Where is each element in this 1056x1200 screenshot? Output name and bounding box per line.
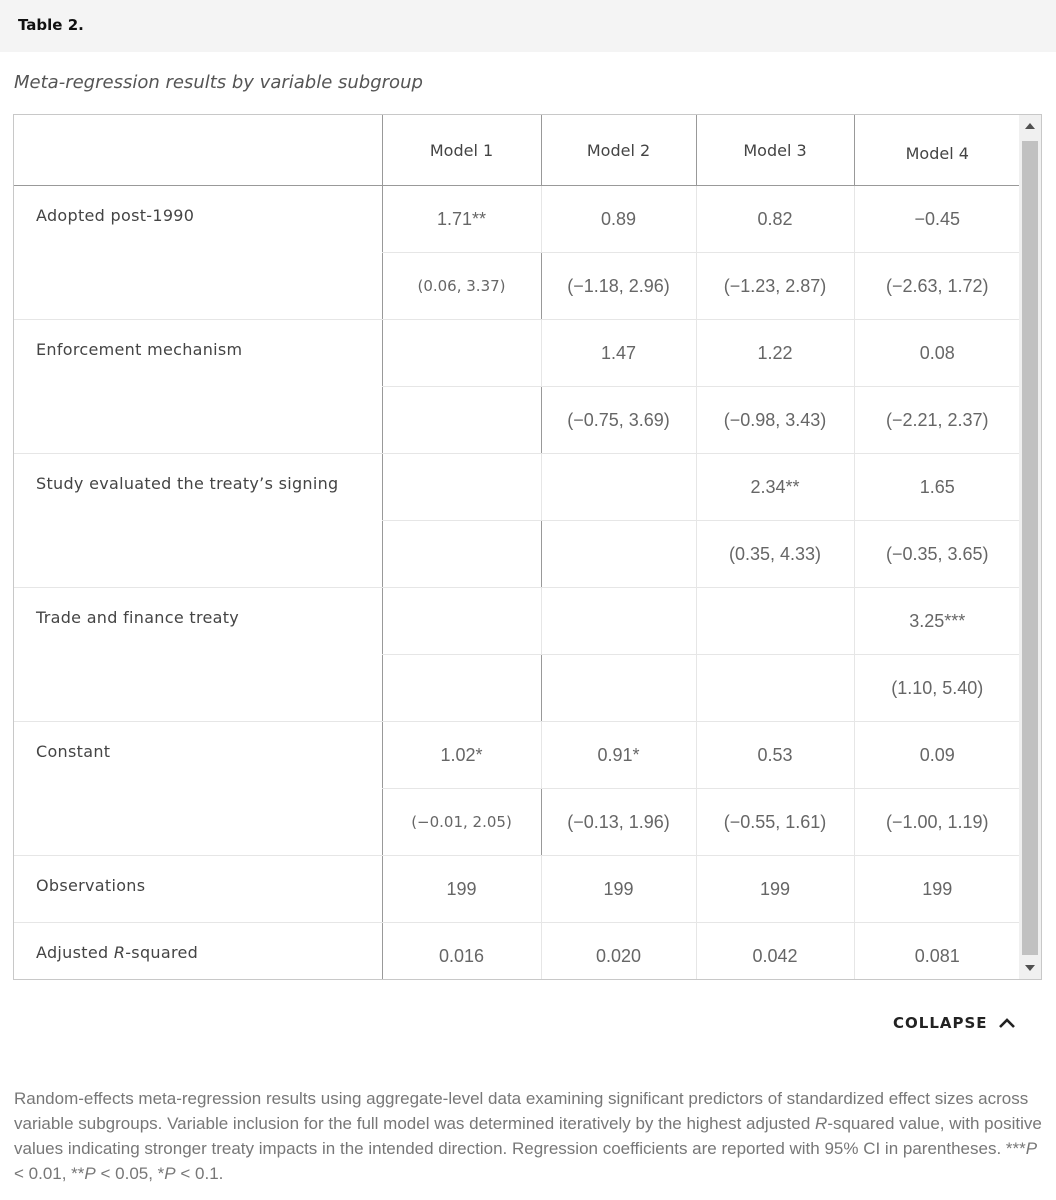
header-blank-cell [14, 115, 382, 186]
coef-cell [382, 588, 541, 655]
value-cell: 199 [382, 856, 541, 923]
coef-cell [382, 454, 541, 521]
column-header-model-1: Model 1 [382, 115, 541, 186]
row-label-enforcement-mechanism: Enforcement mechanism [14, 320, 382, 454]
ci-cell [541, 521, 696, 588]
coef-cell: 0.09 [854, 722, 1020, 789]
table-row [14, 320, 1020, 387]
chevron-up-icon [998, 1017, 1016, 1029]
footnote-threshold: < 0.05, * [95, 1164, 165, 1183]
table-header-bar [0, 0, 1056, 52]
value-cell: 0.042 [696, 923, 854, 981]
table-footnote [14, 1086, 1044, 1186]
table-row [14, 588, 1020, 655]
scrollbar-thumb[interactable] [1022, 141, 1038, 955]
table-row [14, 856, 1020, 923]
row-label-study-evaluated-signing: Study evaluated the treaty’s signing [14, 454, 382, 588]
coef-cell: 1.22 [696, 320, 854, 387]
footnote-r: R [815, 1114, 828, 1133]
regression-table [14, 115, 1020, 980]
value-cell: 199 [854, 856, 1020, 923]
value-cell: 0.016 [382, 923, 541, 981]
ci-cell [382, 655, 541, 722]
footnote-p: P [84, 1164, 96, 1183]
column-header-model-3: Model 3 [696, 115, 854, 186]
footnote-threshold: < 0.1. [175, 1164, 224, 1183]
table-header-row [14, 115, 1020, 186]
coef-cell: 3.25*** [854, 588, 1020, 655]
coef-cell: 1.71** [382, 186, 541, 253]
table-row [14, 186, 1020, 253]
table-row [14, 454, 1020, 521]
ci-cell [696, 655, 854, 722]
footnote-text-2: -squared value, with positive values indicating stronger treaty impacts in the intended direction. Regression coefficients are reported with 95% CI in parentheses. *** [14, 1114, 1042, 1158]
coef-cell: −0.45 [854, 186, 1020, 253]
coef-cell: 0.53 [696, 722, 854, 789]
ci-cell [382, 521, 541, 588]
coef-cell: 0.91* [541, 722, 696, 789]
ci-cell: (−0.75, 3.69) [541, 387, 696, 454]
coef-cell [541, 588, 696, 655]
coef-cell [541, 454, 696, 521]
table-caption: Meta-regression results by variable subgroup [14, 72, 423, 93]
coef-cell: 0.89 [541, 186, 696, 253]
row-label-observations: Observations [14, 856, 382, 923]
footnote-threshold: < 0.01, ** [14, 1164, 85, 1183]
collapse-button[interactable] [893, 1014, 1016, 1032]
label-prefix: Adjusted [36, 943, 114, 962]
row-label-trade-finance-treaty: Trade and finance treaty [14, 588, 382, 722]
table-row [14, 722, 1020, 789]
ci-cell: (−0.35, 3.65) [854, 521, 1020, 588]
coef-cell: 1.02* [382, 722, 541, 789]
value-cell: 199 [541, 856, 696, 923]
column-header-model-4: Model 4 [854, 115, 1020, 186]
footnote-p: P [164, 1164, 176, 1183]
coef-cell: 2.34** [696, 454, 854, 521]
coef-cell: 1.47 [541, 320, 696, 387]
ci-cell: (−1.18, 2.96) [541, 253, 696, 320]
vertical-scrollbar[interactable] [1019, 115, 1041, 979]
table-label: Table 2. [18, 16, 84, 34]
arrow-up-icon[interactable] [1025, 123, 1035, 129]
label-italic-r: R [113, 943, 126, 962]
footnote-text: Random-effects meta-regression results using aggregate-level data examining significant predictors of standardized effect sizes across variable subgroups. Variable inclusion for the full model was determined iteratively by the highest adjusted [14, 1089, 1029, 1133]
coef-cell [382, 320, 541, 387]
value-cell: 0.020 [541, 923, 696, 981]
ci-cell: (−1.23, 2.87) [696, 253, 854, 320]
coef-cell: 0.82 [696, 186, 854, 253]
coef-cell [696, 588, 854, 655]
coef-cell: 0.08 [854, 320, 1020, 387]
table-row [14, 923, 1020, 981]
table-scroll-container[interactable] [13, 114, 1042, 980]
ci-cell [382, 387, 541, 454]
ci-cell: (0.06, 3.37) [382, 253, 541, 320]
ci-cell: (−0.13, 1.96) [541, 789, 696, 856]
row-label-adopted-post-1990: Adopted post-1990 [14, 186, 382, 320]
ci-cell: (−2.21, 2.37) [854, 387, 1020, 454]
row-label-constant: Constant [14, 722, 382, 856]
column-header-model-2: Model 2 [541, 115, 696, 186]
label-suffix: -squared [125, 943, 199, 962]
value-cell: 199 [696, 856, 854, 923]
ci-cell: (−0.98, 3.43) [696, 387, 854, 454]
ci-cell: (−0.55, 1.61) [696, 789, 854, 856]
collapse-label: COLLAPSE [893, 1014, 988, 1032]
ci-cell: (−0.01, 2.05) [382, 789, 541, 856]
ci-cell: (−1.00, 1.19) [854, 789, 1020, 856]
ci-cell: (0.35, 4.33) [696, 521, 854, 588]
arrow-down-icon[interactable] [1025, 965, 1035, 971]
value-cell: 0.081 [854, 923, 1020, 981]
ci-cell [541, 655, 696, 722]
footnote-p: P [1025, 1139, 1038, 1158]
row-label-adjusted-r-squared [14, 923, 382, 981]
coef-cell: 1.65 [854, 454, 1020, 521]
ci-cell: (−2.63, 1.72) [854, 253, 1020, 320]
ci-cell: (1.10, 5.40) [854, 655, 1020, 722]
